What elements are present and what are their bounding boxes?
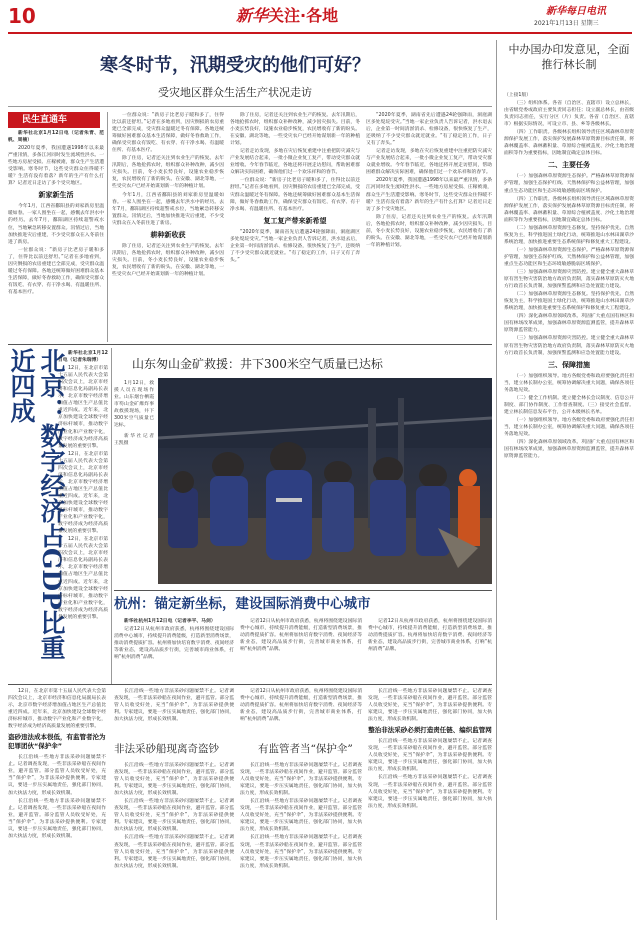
fishing-right-text: 长江沿线一些地方非法采砂问题屡禁不止。记者调查发现，一些非法采砂船在夜间作业，避开监管。部分监管人员收受好处，充当“保护伞”，为非法采砂提供便利。专家建议，要进一步压实属地责任，强化部门协同，加大执法力度，形成长效机制。 bbox=[368, 689, 492, 723]
lead-bottom-rule bbox=[8, 344, 492, 345]
right-title: 中办国办印发意见，全面推行林长制 bbox=[508, 43, 630, 71]
fishing-col-4 bbox=[114, 762, 234, 920]
fishing-col-2 bbox=[240, 688, 362, 738]
fishing-body-e: 长江沿线一些地方非法采砂问题屡禁不止。记者调查发现，一些非法采砂船在夜间作业，避开监管。部分监管人员收受好处，充当“保护伞”，为非法采砂提供便利。专家建议，要进一步压实属地责任，强化部门协同，加大执法力度，形成长效机制。 bbox=[240, 799, 362, 833]
right-col-body bbox=[504, 92, 634, 920]
right-body-8: （二）健全工作机制。建立健全林长会议制度、信息公开制度、部门协作制度、工作督查制度。（三）接受社会监督。建立林长制信息发布平台，公开本级林长名单。 bbox=[504, 395, 634, 415]
beijing-text-2: 12日，在北京市第十五届人民代表大会第四次会议上，北京市经济和信息化局副局长表示，北京市数字经济增加值占地区生产总值比重近四成。近年来，北京加快建设全球数字经济标杆城市，推动数字产业化和产业数字化，数字经济成为经济高质量发展的重要引擎。 bbox=[58, 451, 108, 535]
beijing-col-bottom bbox=[8, 688, 106, 920]
lead-col1c-text: 一位群众说：“新房子比老房子暖和多了，住得比以前还舒坦。”记者在多地看到，因灾倒损的农房重建已全部完成，受灾群众温暖过冬有保障。各地还统筹做好困难群众基本生活保障，做好冬春救助工作，确保受灾群众有饭吃、有衣穿、有干净水喝、有温暖住所、有基本医疗。 bbox=[8, 247, 104, 295]
lead-col1b-text: 今年1月，江西省鄱阳县的刘家新房里温暖如春。一家人围坐在一起，感慨去年洪水中的经历。去年7月，鄱阳湖区持续超警戒水位，当地紧急转移安置群众。汛情过后，当地加快推进灾后重建，不少受灾群众在入冬前住进了新房。 bbox=[8, 204, 104, 245]
page-number: 10 bbox=[8, 4, 36, 28]
right-section-2: 三、保障措施 bbox=[548, 360, 590, 369]
fishing-sub-1: 盗砂违法成本很低，有监管者沦为犯罪团伙“保护伞” bbox=[8, 733, 106, 751]
photo-caption bbox=[114, 380, 154, 580]
section-brand: 新华 bbox=[236, 6, 269, 25]
beijing-body bbox=[58, 350, 108, 680]
beijing-divider bbox=[111, 348, 112, 684]
middle-rule bbox=[8, 684, 492, 685]
fishing-right-text-3: 长江沿线一些地方非法采砂问题屡禁不止。记者调查发现，一些非法采砂船在夜间作业，避开监管。部分监管人员收受好处，充当“保护伞”，为非法采砂提供便利。专家建议，要进一步压实属地责任，强化部门协同，加大执法力度，形成长效机制。 bbox=[368, 775, 492, 809]
hangzhou-col-3 bbox=[368, 618, 492, 680]
right-body-4: （二）加强森林草原资源生态修复。坚持保护优先、自然恢复为主，科学推进国土绿化行动，统筹推进山水林田湖草沙系统治理，加快推进重要生态系统保护和修复重大工程建设。 bbox=[504, 225, 634, 245]
fishing-title-2: 有监管者当“保护伞” bbox=[258, 743, 353, 755]
right-subtitle: （上接1版） bbox=[504, 93, 532, 98]
right-section-1: 二、主要任务 bbox=[548, 161, 590, 170]
lead-title: 寒冬时节，汛期受灾的他们可好？ bbox=[100, 55, 370, 76]
fishing-col-3 bbox=[368, 688, 492, 920]
column-tag bbox=[8, 112, 100, 128]
fishing-sub-2: 整治非法采砂必须打造责任链、编织监管网 bbox=[368, 726, 492, 735]
date-line: 2021年1月13日 星期三 bbox=[534, 20, 599, 27]
col-divider bbox=[107, 112, 108, 342]
lead-byline: 新华社北京1月12日电（记者朱青、范帆、周楠） bbox=[8, 131, 104, 144]
rescue-scene-illustration bbox=[158, 378, 492, 584]
fishing-body-f: 长江沿线一些地方非法采砂问题屡禁不止。记者调查发现，一些非法采砂船在夜间作业，避开监管。部分监管人员收受好处，充当“保护伞”，为非法采砂提供便利。专家建议，要进一步压实属地责任，强化部门协同，加大执法力度，形成长效机制。 bbox=[240, 835, 362, 869]
right-body-3: （一）加强森林草原资源生态保护。严格森林草原资源保护管理，加强生态保护红线、天然林保护和公益林管理，加强重点生态功能区和生态环境敏感脆弱区域保护。 bbox=[504, 174, 634, 194]
fishing-title-1: 非法采砂船现离奇盗钞 bbox=[114, 743, 219, 755]
hangzhou-byline: 新华社杭州1月12日电（记者李平、马剑） bbox=[124, 619, 216, 624]
right-body-4b: （一）加强森林草原资源生态保护。严格森林草原资源保护管理，加强生态保护红线、天然林保护和公益林管理，加强重点生态功能区和生态环境敏感脆弱区域保护。 bbox=[504, 247, 634, 267]
fishing-right-text-2: 长江沿线一些地方非法采砂问题屡禁不止。记者调查发现，一些非法采砂船在夜间作业，避开监管。部分监管人员收受好处，充当“保护伞”，为非法采砂提供便利。专家建议，要进一步压实属地责任，强化部门协同，加大执法力度，形成长效机制。 bbox=[368, 739, 492, 773]
right-body-6: （四）深化森林草原领域改革。巩固扩大重点国有林区和国有林场改革成果，加强森林草原资源监测监管，提升森林草原资源监管能力。 bbox=[504, 314, 634, 334]
fishing-left-text: 长江沿线一些地方非法采砂问题屡禁不止。记者调查发现，一些非法采砂船在夜间作业，避开监管。部分监管人员收受好处，充当“保护伞”，为非法采砂提供便利。专家建议，要进一步压实属地责任，强化部门协同，加大执法力度，形成长效机制。 bbox=[8, 755, 106, 796]
fishing-body-b: 长江沿线一些地方非法采砂问题屡禁不止。记者调查发现，一些非法采砂船在夜间作业，避开监管。部分监管人员收受好处，充当“保护伞”，为非法采砂提供便利。专家建议，要进一步压实属地责任，强化部门协同，加大执法力度，形成长效机制。 bbox=[114, 799, 234, 833]
section-head-3: 复工复产带来新希望 bbox=[263, 216, 327, 225]
right-body-3b: （四）工作职责。各级林长组织领导责任区域森林草原资源保护发展工作，落实保护发展森林草原资源目标责任制，将森林覆盖率、森林蓄积量、草原综合植被盖度、沙化土地治理面积等作为重要指标，因地制宜确定总体目标。 bbox=[504, 196, 634, 223]
hangzhou-col-1 bbox=[114, 618, 234, 680]
section-head-2: 耕种新收获 bbox=[150, 230, 186, 239]
fishing-body-a: 长江沿线一些地方非法采砂问题屡禁不止。记者调查发现，一些非法采砂船在夜间作业，避开监管。部分监管人员收受好处，充当“保护伞”，为非法采砂提供便利。专家建议，要进一步压实属地责任，强化部门协同，加大执法力度，形成长效机制。 bbox=[114, 763, 234, 797]
lead-col-1 bbox=[8, 130, 104, 342]
fishing-col-5 bbox=[240, 762, 362, 920]
lead-col2d-text: 除了住房，记者还关注到农业生产的恢复。去年汛期后，各地抢抓农时，组织群众补种改种，减少因灾损失。目前，冬小麦长势良好，设施农业稳步恢复，农民增收有了新的盼头。在安徽、湖北等地，一些受灾农户已经开始谋划新一年的种植计划。 bbox=[112, 243, 224, 277]
lead-col4b-text: 记者走访发现，多地在灾后恢复重建中注重把防灾减灾与产业发展结合起来，一批小微企业复工复产，带动受灾群众就业增收。今年春节临近，各地还将开展走访慰问，帮助困难群众解决实际困难，确保他们过一个欢乐祥和的春节。 bbox=[366, 149, 492, 176]
hangzhou-text-3: 记者12日从杭州市政府获悉，杭州将围绕建设国际消费中心城市，持续提升消费能级，打造新型消费场景，推动消费提质扩容。杭州将加快培育数字消费、夜间经济等新业态，建设高品质步行街，完善城市商业体系，打响“杭州消费”品牌。 bbox=[368, 619, 492, 653]
beijing-text-3: 12日，在北京市第十五届人民代表大会第四次会议上，北京市经济和信息化局副局长表示，北京市数字经济增加值占地区生产总值比重近四成。近年来，北京加快建设全球数字经济标杆城市，推动数字产业化和产业数字化，数字经济成为经济高质量发展的重要引擎。 bbox=[58, 537, 108, 620]
section-title: 关注·各地 bbox=[268, 6, 339, 25]
right-divider bbox=[496, 40, 497, 920]
photo-caption-title: 山东匆山金矿救援：井下300米空气质量已达标 bbox=[132, 357, 383, 371]
lead-col-2 bbox=[112, 112, 224, 342]
hangzhou-text: 记者12日从杭州市政府获悉，杭州将围绕建设国际消费中心城市，持续提升消费能级，打造新型消费场景，推动消费提质扩容。杭州将加快培育数字消费、夜间经济等新业态，建设高品质步行街，完善城市商业体系，打响“杭州消费”品牌。 bbox=[114, 627, 234, 661]
right-body-6b: （三）加强森林草原资源灾害防控。建立健全重大森林草原有害生物灾害防治地方政府负责制，落实森林草原防灭火地方行政首长负责制，加强预警监测和应急处置能力建设。 bbox=[504, 336, 634, 356]
lead-col4d-text: 除了住房，记者还关注到农业生产的恢复。去年汛期后，各地抢抓农时，组织群众补种改种，减少因灾损失。目前，冬小麦长势良好，设施农业稳步恢复，农民增收有了新的盼头。在安徽、湖北等地，一些受灾农户已经开始谋划新一年的种植计划。 bbox=[366, 214, 492, 248]
photo-caption-text: 1月12日，救援人员在现场作业。山东烟台栖霞市笏山金矿爆炸事故救援现场，井下300米空气质量已达标。 bbox=[114, 381, 154, 429]
fishing-body-d: 长江沿线一些地方非法采砂问题屡禁不止。记者调查发现，一些非法采砂船在夜间作业，避开监管。部分监管人员收受好处，充当“保护伞”，为非法采砂提供便利。专家建议，要进一步压实属地责任，强化部门协同，加大执法力度，形成长效机制。 bbox=[240, 763, 362, 797]
fishing-col-1 bbox=[114, 688, 234, 738]
right-body-8b: （一）加强组织领导。地方各级党委和政府要强化责任担当，建立林长制办公室，统筹协调解决重大问题，确保各项任务落地见效。 bbox=[504, 417, 634, 437]
lead-col1-text: 2020年夏季，我国遭遇1998年以来最严重汛情，多条江河同时发生流域性洪水。一些地方房屋受损、庄稼被淹，群众生产生活遭受影响。寒冬时节，这些受灾群众住得暖不暖？生活有没有着落？新年的生产有什么打算？记者近日走访了多个受灾地区。 bbox=[8, 146, 104, 187]
beijing-title: 北京：数字经济占GDP比重近四成 bbox=[7, 348, 66, 660]
paper-brand: 新华每日电讯 bbox=[546, 6, 606, 17]
lead-col2-text: 一位群众说：“新房子比老房子暖和多了，住得比以前还舒坦。”记者在多地看到，因灾倒损的农房重建已全部完成，受灾群众温暖过冬有保障。各地还统筹做好困难群众基本生活保障，做好冬春救助工作，确保受灾群众有饭吃、有衣穿、有干净水喝、有温暖住所、有基本医疗。 bbox=[112, 113, 224, 154]
lead-col4c-text: 2020年夏季，我国遭遇1998年以来最严重汛情，多条江河同时发生流域性洪水。一些地方房屋受损、庄稼被淹，群众生产生活遭受影响。寒冬时节，这些受灾群众住得暖不暖？生活有没有着落？新年的生产有什么打算？记者近日走访了多个受灾地区。 bbox=[366, 178, 492, 212]
tag-label: 民生直通车 bbox=[22, 115, 68, 125]
lead-col2b-text: 除了住房，记者还关注到农业生产的恢复。去年汛期后，各地抢抓农时，组织群众补种改种，减少因灾损失。目前，冬小麦长势良好，设施农业稳步恢复，农民增收有了新的盼头。在安徽、湖北等地，一些受灾农户已经开始谋划新一年的种植计划。 bbox=[112, 156, 224, 190]
right-body-2: （四）工作职责。各级林长组织领导责任区域森林草原资源保护发展工作，落实保护发展森林草原资源目标责任制，将森林覆盖率、森林蓄积量、草原综合植被盖度、沙化土地治理面积等作为重要指标，因地制宜确定总体目标。 bbox=[504, 130, 634, 157]
lead-col4-text: “2020年夏季，湖南省先后遭遇24轮强降雨，洞庭湖区多处堤垸受灾。”当地一家企业负责人告诉记者，洪水退去后，企业第一时间清淤消杀、检修设备，很快恢复了生产，还吸纳了不少受灾群众就近就业。“有了稳定的工作，日子又有了奔头。” bbox=[366, 113, 492, 147]
lead-col2c-text: 今年1月，江西省鄱阳县的刘家新房里温暖如春。一家人围坐在一起，感慨去年洪水中的经历。去年7月，鄱阳湖区持续超警戒水位，当地紧急转移安置群众。汛情过后，当地加快推进灾后重建，不少受灾群众在入冬前住进了新房。 bbox=[112, 192, 224, 226]
lead-col3-text: 除了住房，记者还关注到农业生产的恢复。去年汛期后，各地抢抓农时，组织群众补种改种，减少因灾损失。目前，冬小麦长势良好，设施农业稳步恢复，农民增收有了新的盼头。在安徽、湖北等地，一些受灾农户已经开始谋划新一年的种植计划。 bbox=[230, 113, 360, 147]
right-body-7: （一）加强组织领导。地方各级党委和政府要强化责任担当，建立林长制办公室，统筹协调解决重大问题，确保各项任务落地见效。 bbox=[504, 373, 634, 393]
lead-col3b-text: 记者走访发现，多地在灾后恢复重建中注重把防灾减灾与产业发展结合起来，一批小微企业复工复产，带动受灾群众就业增收。今年春节临近，各地还将开展走访慰问，帮助困难群众解决实际困难，确保他们过一个欢乐祥和的春节。 bbox=[230, 149, 360, 176]
lead-col-4 bbox=[366, 112, 492, 342]
fishing-top-text: 长江沿线一些地方非法采砂问题屡禁不止。记者调查发现，一些非法采砂船在夜间作业，避开监管。部分监管人员收受好处，充当“保护伞”，为非法采砂提供便利。专家建议，要进一步压实属地责任，强化部门协同，加大执法力度，形成长效机制。 bbox=[114, 689, 234, 723]
hangzhou-col-2 bbox=[240, 618, 362, 680]
title-rule bbox=[8, 106, 492, 107]
right-body-5b: （二）加强森林草原资源生态修复。坚持保护优先、自然恢复为主，科学推进国土绿化行动，统筹推进山水林田湖草沙系统治理，加快推进重要生态系统保护和修复重大工程建设。 bbox=[504, 292, 634, 312]
hangzhou-title: 杭州：锚定新坐标，建设国际消费中心城市 bbox=[114, 596, 371, 612]
lead-col3c-text: 一位群众说：“新房子比老房子暖和多了，住得比以前还舒坦。”记者在多地看到，因灾倒损的农房重建已全部完成，受灾群众温暖过冬有保障。各地还统筹做好困难群众基本生活保障，做好冬春救助工作，确保受灾群众有饭吃、有衣穿、有干净水喝、有温暖住所、有基本医疗。 bbox=[230, 178, 360, 212]
right-body-1: （三）组织体系。各省（自治区、直辖市）设立总林长，由省级党委或政府主要负责同志担任；设立副总林长，由省级负责同志担任，实行分区（片）负责。各省（自治区、直辖市）根据实际情况，可设立市、县、乡等各级林长。 bbox=[504, 101, 634, 128]
lead-subtitle: 受灾地区群众生活生产状况走访 bbox=[158, 86, 312, 99]
section-head-1: 新家新生活 bbox=[38, 191, 74, 200]
fishing-body-c: 长江沿线一些地方非法采砂问题屡禁不止。记者调查发现，一些非法采砂船在夜间作业，避开监管。部分监管人员收受好处，充当“保护伞”，为非法采砂提供便利。专家建议，要进一步压实属地责任，强化部门协同，加大执法力度，形成长效机制。 bbox=[114, 835, 234, 869]
lead-col-3 bbox=[230, 112, 360, 342]
beijing-text: 12日，在北京市第十五届人民代表大会第四次会议上，北京市经济和信息化局副局长表示，北京市数字经济增加值占地区生产总值比重近四成。近年来，北京加快建设全球数字经济标杆城市，推动数字产业化和产业数字化，数字经济成为经济高质量发展的重要引擎。 bbox=[58, 366, 108, 449]
beijing-byline: 新华社北京1月12日电（记者朱瑞博） bbox=[58, 351, 108, 364]
fishing-top-text-2: 记者12日从杭州市政府获悉，杭州将围绕建设国际消费中心城市，持续提升消费能级，打造新型消费场景，推动消费提质扩容。杭州将加快培育数字消费、夜间经济等新业态，建设高品质步行街，完善城市商业体系，打响“杭州消费”品牌。 bbox=[240, 689, 362, 723]
header-rule bbox=[8, 32, 632, 34]
fishing-left-text-2: 长江沿线一些地方非法采砂问题屡禁不止。记者调查发现，一些非法采砂船在夜间作业，避开监管。部分监管人员收受好处，充当“保护伞”，为非法采砂提供便利。专家建议，要进一步压实属地责任，强化部门协同，加大执法力度，形成长效机制。 bbox=[8, 798, 106, 839]
hangzhou-text-2: 记者12日从杭州市政府获悉，杭州将围绕建设国际消费中心城市，持续提升消费能级，打造新型消费场景，推动消费提质扩容。杭州将加快培育数字消费、夜间经济等新业态，建设高品质步行街，完善城市商业体系，打响“杭州消费”品牌。 bbox=[240, 619, 362, 653]
right-body-5: （三）加强森林草原资源灾害防控。建立健全重大森林草原有害生物灾害防治地方政府负责制，落实森林草原防灭火地方行政首长负责制，加强预警监测和应急处置能力建设。 bbox=[504, 270, 634, 290]
beijing-bottom-text: 12日，在北京市第十五届人民代表大会第四次会议上，北京市经济和信息化局副局长表示，北京市数字经济增加值占地区生产总值比重近四成。近年来，北京加快建设全球数字经济标杆城市，推动数字产业化和产业数字化，数字经济成为经济高质量发展的重要引擎。 bbox=[8, 689, 106, 730]
section-header bbox=[236, 6, 338, 26]
lead-col3d-text: “2020年夏季，湖南省先后遭遇24轮强降雨，洞庭湖区多处堤垸受灾。”当地一家企业负责人告诉记者，洪水退去后，企业第一时间清淤消杀、检修设备，很快恢复了生产，还吸纳了不少受灾群众就近就业。“有了稳定的工作，日子又有了奔头。” bbox=[230, 229, 360, 263]
rescue-photo bbox=[158, 378, 492, 584]
photo-credit: 新华社记者 王凯摄 bbox=[114, 434, 154, 447]
photo-bottom-rule bbox=[114, 590, 492, 591]
right-body-8c: （四）深化森林草原领域改革。巩固扩大重点国有林区和国有林场改革成果，加强森林草原资源监测监管，提升森林草原资源监管能力。 bbox=[504, 440, 634, 460]
